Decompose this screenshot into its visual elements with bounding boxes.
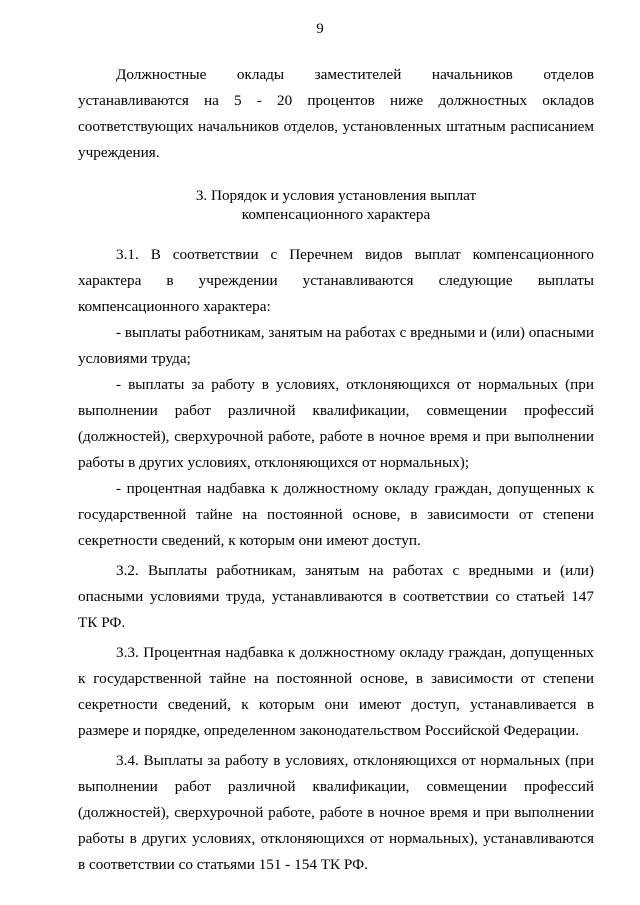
bullet-item-1: - выплаты работникам, занятым на работах с вредными и (или) опасными условиями труда; xyxy=(78,324,594,367)
page-number: 9 xyxy=(316,21,324,37)
bullet-item-2: - выплаты за работу в условиях, отклоняющихся от нормальных (при выполнении работ различной квалификации, совмещении профессий (должностей), сверхурочной работе, работе в ночное время и при выполнении работы в других условиях, отклоняющихся от нормальных); xyxy=(78,376,594,471)
document-body xyxy=(78,62,594,878)
section-heading xyxy=(78,186,594,224)
section-heading-line-2: компенсационного характера xyxy=(241,206,431,223)
paragraph-3-2: 3.2. Выплаты работникам, занятым на работах с вредными и (или) опасными условиями труда, устанавливаются в соответствии со статьей 147 ТК РФ. xyxy=(78,562,594,631)
bullet-item-3: - процентная надбавка к должностному окладу граждан, допущенных к государственной тайне на постоянной основе, в зависимости от степени секретности сведений, к которым они имеют доступ. xyxy=(78,480,594,549)
paragraph-3-3: 3.3. Процентная надбавка к должностному окладу граждан, допущенных к государственной тайне на постоянной основе, в зависимости от степени секретности сведений, к которым они имеют доступ, устанавливается в размере и порядке, определенном законодательством Российской Федерации. xyxy=(78,644,594,739)
intro-paragraph: Должностные оклады заместителей начальников отделов устанавливаются на 5 - 20 процентов ниже должностных окладов соответствующих начальников отделов, установленных штатным расписанием учреждения. xyxy=(78,66,594,161)
paragraph-3-4: 3.4. Выплаты за работу в условиях, отклоняющихся от нормальных (при выполнении работ различной квалификации, совмещении профессий (должностей), сверхурочной работе, работе в ночное время и при выполнении работы в других условиях, отклоняющихся от нормальных), устанавливаются в соответствии со статьями 151 - 154 ТК РФ. xyxy=(78,752,594,873)
paragraph-3-1: 3.1. В соответствии с Перечнем видов выплат компенсационного характера в учреждении устанавливаются следующие выплаты компенсационного характера: xyxy=(78,246,594,315)
section-heading-line-1: 3. Порядок и условия установления выплат xyxy=(195,187,477,204)
